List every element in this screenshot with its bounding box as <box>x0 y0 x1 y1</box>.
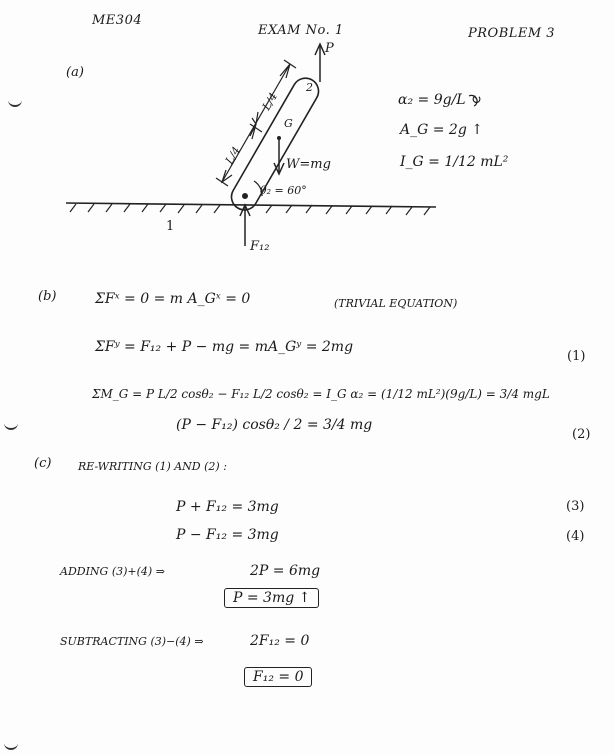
adding-result: 2P = 6mg <box>250 563 321 579</box>
link-number-label: 2 <box>306 81 313 94</box>
equation-number-2: (2) <box>572 427 591 442</box>
binder-hole-mark-bottom <box>4 738 18 750</box>
equation-sum-moments: ΣM_G = P L/2 cosθ₂ − F₁₂ L/2 cosθ₂ = I_G α₂ = (1/12 mL²)(9g/L) = 3/4 mgL <box>92 387 550 401</box>
ground-link-label: 1 <box>166 219 175 234</box>
reaction-arrow <box>240 205 250 246</box>
equation-number-3: (3) <box>566 499 585 514</box>
course-code: ME304 <box>92 13 143 28</box>
rewriting-note: RE-WRITING (1) AND (2) : <box>78 460 227 473</box>
weight-label: W=mg <box>286 157 331 172</box>
part-c-label: (c) <box>34 456 52 471</box>
center-of-mass-label: G <box>284 117 293 130</box>
part-a-label: (a) <box>66 65 84 80</box>
dimension-label-bottom: L/4 <box>222 144 244 167</box>
subtracting-step-label: SUBTRACTING (3)−(4) ⇒ <box>60 635 204 648</box>
reaction-label: F₁₂ <box>250 239 270 254</box>
given-moment-of-inertia: I_G = 1/12 mL² <box>400 154 509 170</box>
problem-number: PROBLEM 3 <box>468 26 556 41</box>
equation-sum-fx: ΣFˣ = 0 = m A_Gˣ = 0 <box>95 291 251 307</box>
force-p-arrow <box>315 44 325 82</box>
part-b-label: (b) <box>38 289 57 304</box>
force-p-label: P <box>325 41 334 56</box>
given-linear-acceleration: A_G = 2g ↑ <box>400 122 483 138</box>
exam-title: EXAM No. 1 <box>258 23 344 38</box>
free-body-diagram <box>0 0 615 300</box>
answer-p-box: P = 3mg ↑ <box>224 588 319 608</box>
equation-sum-fy: ΣFʸ = F₁₂ + P − mg = mA_Gʸ = 2mg <box>95 339 354 355</box>
equation-number-4: (4) <box>566 529 585 544</box>
trivial-equation-note: (TRIVIAL EQUATION) <box>334 297 458 310</box>
binder-hole-mark-middle <box>4 418 18 430</box>
dimension-label-top: L/4 <box>259 90 281 113</box>
angle-label: θ₂ = 60° <box>260 184 307 197</box>
ground-line <box>66 203 436 207</box>
equation-3: P + F₁₂ = 3mg <box>176 499 279 515</box>
given-angular-acceleration: α₂ = 9g/L ↻ <box>398 92 482 108</box>
equation-number-1: (1) <box>567 349 586 364</box>
answer-f12-box: F₁₂ = 0 <box>244 667 312 687</box>
equation-4: P − F₁₂ = 3mg <box>176 527 279 543</box>
adding-step-label: ADDING (3)+(4) ⇒ <box>60 565 165 578</box>
subtracting-result: 2F₁₂ = 0 <box>250 633 310 649</box>
equation-moment-simplified: (P − F₁₂) cosθ₂ / 2 = 3/4 mg <box>176 417 373 433</box>
bottom-pin <box>242 193 248 199</box>
